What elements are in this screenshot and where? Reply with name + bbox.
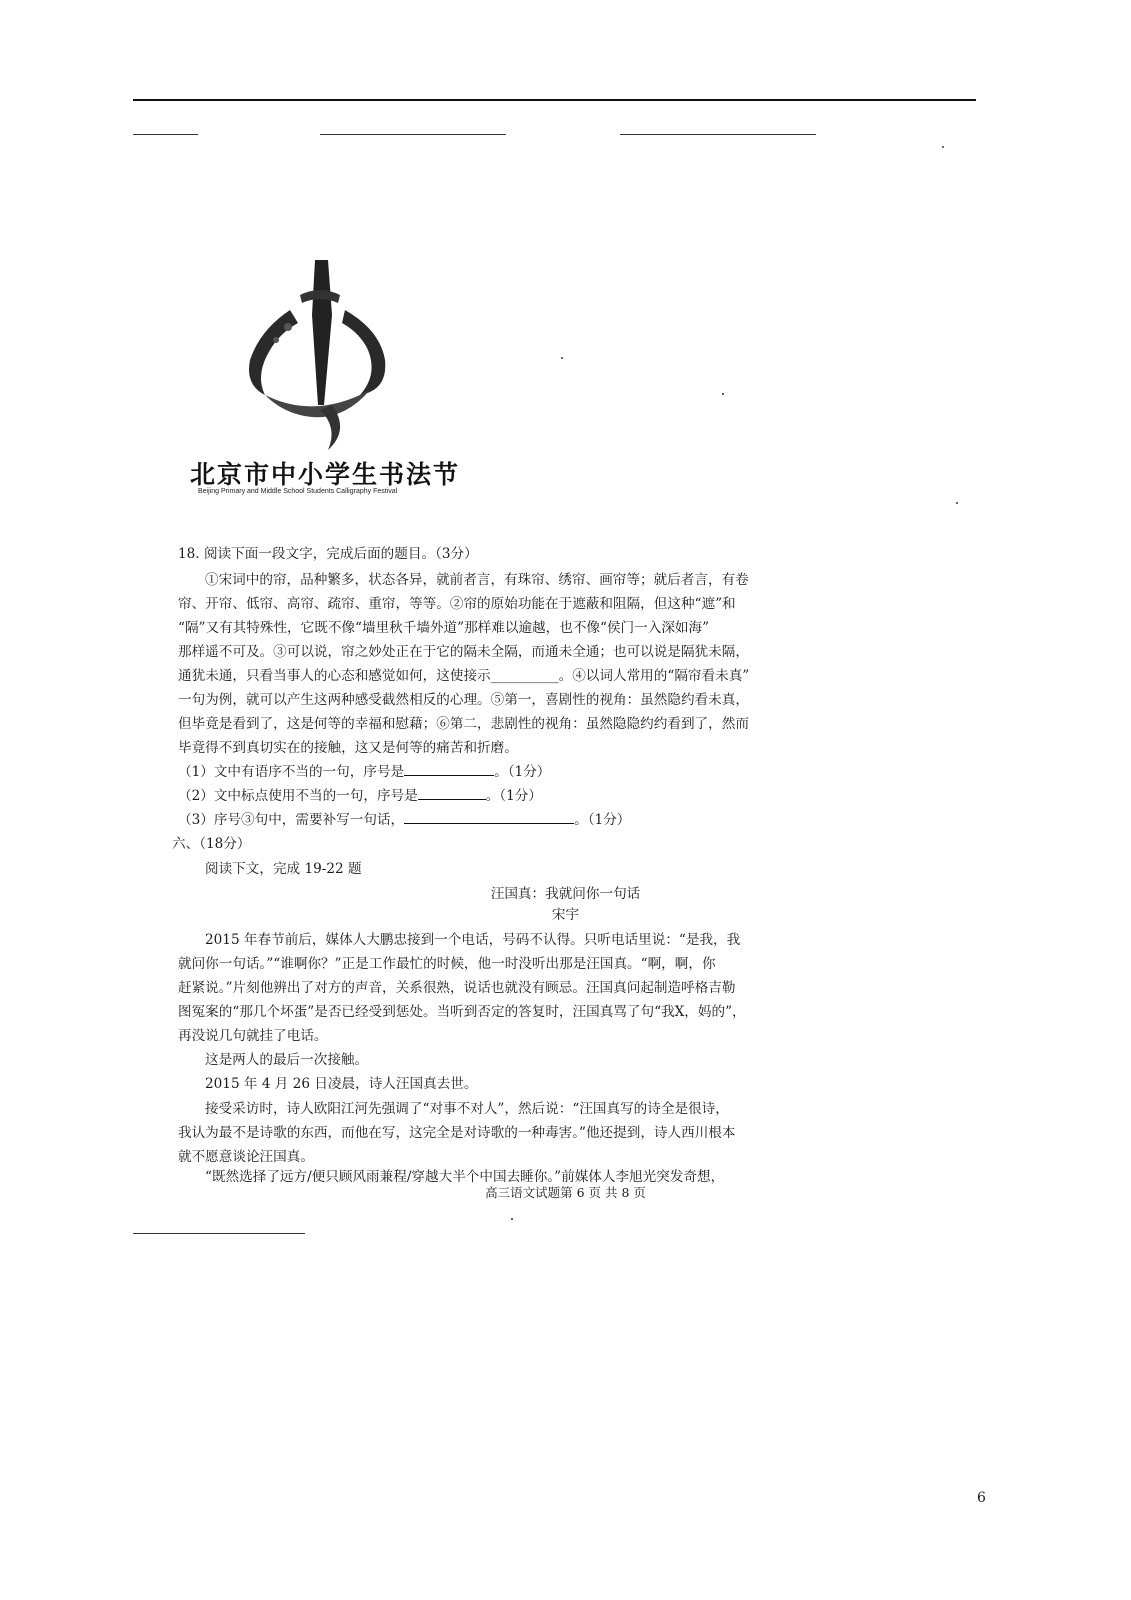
article-paragraph-line: 我认为最不是诗歌的东西，而他在写，这完全是对诗歌的一种毒害。”他还提到，诗人西川根本 — [178, 1125, 736, 1141]
header-rule — [133, 99, 976, 101]
q18-passage-line: 一句为例，就可以产生这两种感受截然相反的心理。⑤第一，喜剧性的视角：虽然隐约看未真， — [178, 692, 749, 708]
q18-sub2-score: 。（1分） — [485, 788, 542, 804]
article-paragraph-line: 就不愿意谈论汪国真。 — [178, 1149, 314, 1165]
header-faint-line — [320, 134, 506, 135]
q18-passage-line: “隔”又有其特殊性，它既不像“墙里秋千墙外道”那样难以逾越，也不像“侯门一入深如海” — [178, 620, 710, 636]
q18-sub2-answer-blank[interactable] — [418, 787, 486, 800]
logo-title: 北京市中小学生书法节 — [190, 460, 461, 489]
page-footer: 高三语文试题第 6 页 共 8 页 — [485, 1185, 646, 1200]
q18-passage-line: 通犹未通，只看当事人的心态和感觉如何，这使接示__________。④以词人常用的“隔帘看未真” — [178, 668, 750, 684]
article-paragraph-line: 再没说几句就挂了电话。 — [178, 1028, 328, 1044]
q18-sub1-score: 。（1分） — [494, 764, 551, 780]
q18-sub1-text: （1）文中有语序不当的一句，序号是 — [178, 764, 405, 780]
article-paragraph-line: 图冤案的“那几个坏蛋”是否已经受到惩处。当听到否定的答复时，汪国真骂了句“我X，妈的”， — [178, 1004, 746, 1020]
q18-sub3-text: （3）序号③句中，需要补写一句话， — [178, 812, 405, 828]
q18-passage-line: 帘、开帘、低帘、高帘、疏帘、重帘，等等。②帘的原始功能在于遮蔽和阻隔，但这种“遮”和 — [178, 596, 736, 612]
scan-speck — [511, 1218, 513, 1220]
page-number: 6 — [977, 1490, 986, 1506]
q18-sub1 — [178, 763, 550, 781]
q18-passage-line: 那样遥不可及。③可以说，帘之妙处正在于它的隔未全隔，而通未全通；也可以说是隔犹未隔， — [178, 644, 749, 660]
calligraphy-festival-logo — [190, 255, 460, 505]
article-paragraph-line: 2015 年春节前后，媒体人大鹏忠接到一个电话，号码不认得。只听电话里说：“是我，我 — [205, 932, 741, 948]
logo-subtitle: Beijing Primary and Middle School Students Calligraphy Festival — [198, 488, 398, 495]
scan-speck — [722, 393, 724, 395]
scan-speck — [956, 502, 958, 504]
logo-emblem-icon — [220, 255, 420, 455]
article-title: 汪国真：我就问你一句话 — [490, 886, 641, 902]
q18-passage-line: ①宋词中的帘，品种繁多，状态各异，就前者言，有珠帘、绣帘、画帘等；就后者言，有卷 — [205, 572, 749, 588]
q18-passage-line: 但毕竟是看到了，这是何等的幸福和慰藉；⑥第二，悲剧性的视角：虽然隐隐约约看到了，然而 — [178, 716, 749, 732]
article-paragraph-line: 这是两人的最后一次接触。 — [205, 1052, 369, 1068]
section-6-heading: 六、（18分） — [172, 836, 251, 852]
article-paragraph-line: “既然选择了远方/便只顾风雨兼程/穿越大半个中国去睡你。”前媒体人李旭光突发奇想， — [205, 1169, 725, 1185]
article-paragraph-line: 2015 年 4 月 26 日凌晨，诗人汪国真去世。 — [205, 1076, 478, 1092]
header-faint-line — [133, 134, 198, 135]
section-6-instruction: 阅读下文，完成 19-22 题 — [205, 861, 362, 877]
scan-speck — [561, 357, 563, 359]
q18-passage-line: 毕竟得不到真切实在的接触，这又是何等的痛苦和折磨。 — [178, 740, 518, 756]
header-faint-line — [620, 134, 816, 135]
article-paragraph-line: 赶紧说。”片刻他辨出了对方的声音，关系很熟，说话也就没有顾忌。汪国真问起制造呼格吉勒 — [178, 980, 736, 996]
q18-sub2-text: （2）文中标点使用不当的一句，序号是 — [178, 788, 418, 804]
q18-sub2 — [178, 787, 542, 805]
article-paragraph-line: 接受采访时，诗人欧阳江河先强调了“对事不对人”，然后说：“汪国真写的诗全是很诗， — [205, 1101, 729, 1117]
q18-sub3-answer-blank[interactable] — [404, 811, 574, 824]
scan-speck — [942, 146, 944, 148]
q18-sub3 — [178, 811, 630, 829]
article-paragraph-line: 就问你一句话。”“谁啊你？”正是工作最忙的时候，他一时没听出那是汪国真。“啊，啊，你 — [178, 956, 716, 972]
q18-sub1-answer-blank[interactable] — [404, 763, 494, 776]
q18-sub3-score: 。（1分） — [574, 812, 631, 828]
article-author: 宋宇 — [551, 907, 580, 923]
question-18-heading: 18. 阅读下面一段文字，完成后面的题目。（3分） — [178, 546, 478, 562]
footer-faint-line — [133, 1233, 305, 1234]
